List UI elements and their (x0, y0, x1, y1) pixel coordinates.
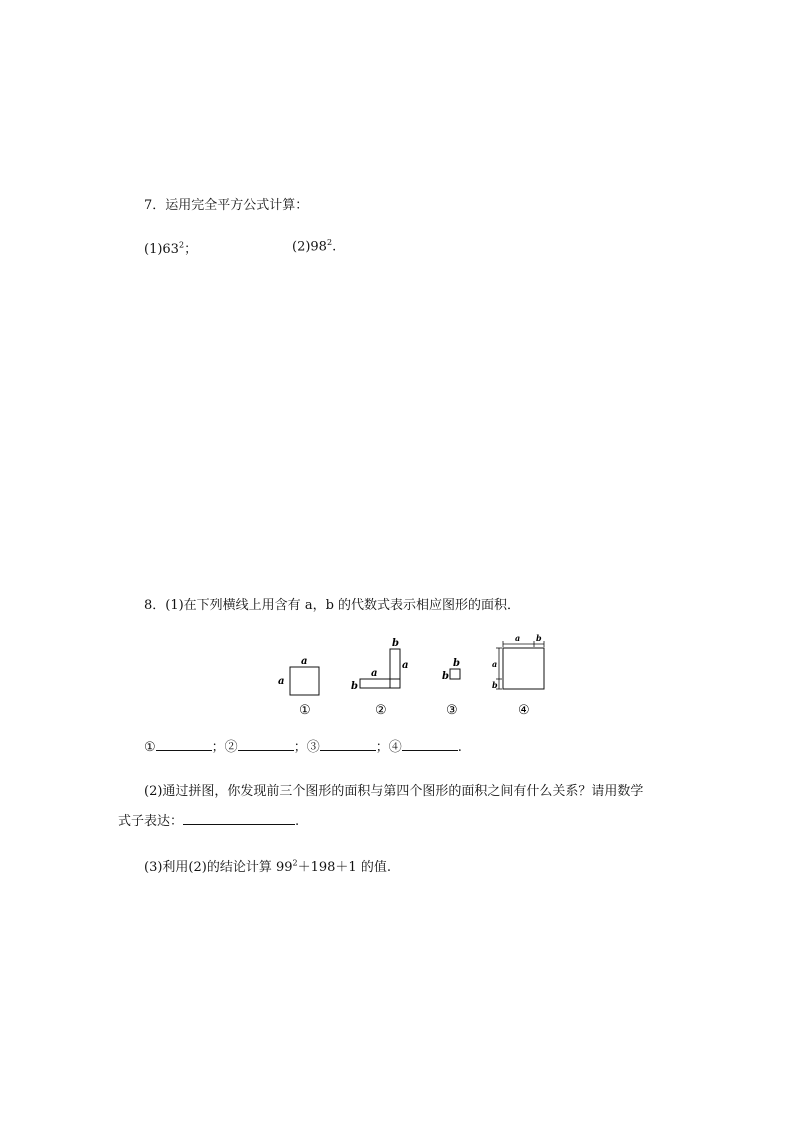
q7-part1-suffix: ； (184, 242, 198, 257)
figure3-number: ③ (446, 703, 458, 718)
q8-part2-prefix: 式子表达： (118, 814, 184, 829)
q8-part2-line1: (2)通过拼图，你发现前三个图形的面积与第四个图形的面积之间有什么关系？请用数学 (144, 784, 644, 799)
q8-part2-end: . (295, 814, 300, 829)
q7-part1-exponent: 2 (178, 240, 185, 250)
figure2-a-label-h: a (371, 668, 378, 679)
q8-part3-prefix: (3)利用(2)的结论计算 99 (144, 860, 293, 875)
answer4-blank[interactable] (402, 738, 458, 751)
q7-part2-exponent: 2 (326, 238, 333, 247)
figure2-b-label-h: b (351, 681, 358, 692)
figure1-number: ① (299, 703, 311, 718)
q7-title: 7．运用完全平方公式计算： (144, 198, 309, 213)
q7-part2-suffix: . (332, 239, 337, 255)
answer1-blank[interactable] (156, 738, 212, 751)
answer1-separator: ； (211, 740, 225, 755)
figure2-horizontal-rect (360, 679, 400, 688)
area-figures (270, 630, 560, 720)
answer3-separator: ； (375, 740, 389, 755)
figure4-left-b-label: b (492, 680, 498, 690)
figure4-square (503, 648, 544, 689)
figure1-top-label: a (301, 656, 308, 667)
answer2-marker: ② (224, 740, 238, 755)
figure1-left-label: a (278, 676, 285, 687)
answer1-marker: ① (144, 740, 156, 755)
q8-title: 8．(1)在下列横线上用含有 a，b 的代数式表示相应图形的面积． (144, 598, 521, 613)
figure2-vertical-rect (390, 649, 400, 688)
answer2-blank[interactable] (238, 738, 294, 751)
figure4-left-a-label: a (492, 659, 498, 669)
figure1-square (290, 667, 319, 695)
q7-part1 (144, 238, 197, 257)
figure3-top-label: b (453, 658, 460, 669)
figure3-square (450, 669, 460, 679)
figure2-b-label-v: b (392, 638, 399, 649)
q8-part3-exponent: 2 (292, 858, 298, 868)
q7-part2 (292, 238, 336, 254)
answer2-separator: ； (293, 740, 307, 755)
q7-part2-base: (2)98 (292, 239, 327, 255)
answer3-blank[interactable] (320, 738, 376, 751)
q8-part2-line2 (118, 810, 299, 829)
q8-answer-row (144, 736, 462, 755)
figure2-a-label-v: a (402, 660, 409, 671)
answer4-marker: ④ (388, 740, 402, 755)
figure3-left-label: b (442, 671, 449, 682)
answer3-marker: ③ (306, 740, 320, 755)
q8-part3 (144, 856, 391, 875)
q8-part2-blank[interactable] (183, 812, 295, 825)
q7-part1-base: (1)63 (144, 242, 179, 257)
figure4-top-b-label: b (536, 633, 542, 643)
figure4-number: ④ (518, 703, 530, 718)
answer-row-end: . (457, 740, 462, 755)
figure4-top-a-label: a (515, 633, 521, 643)
q8-part3-suffix: ＋198＋1 的值. (297, 860, 391, 875)
figure2-number: ② (375, 703, 387, 718)
